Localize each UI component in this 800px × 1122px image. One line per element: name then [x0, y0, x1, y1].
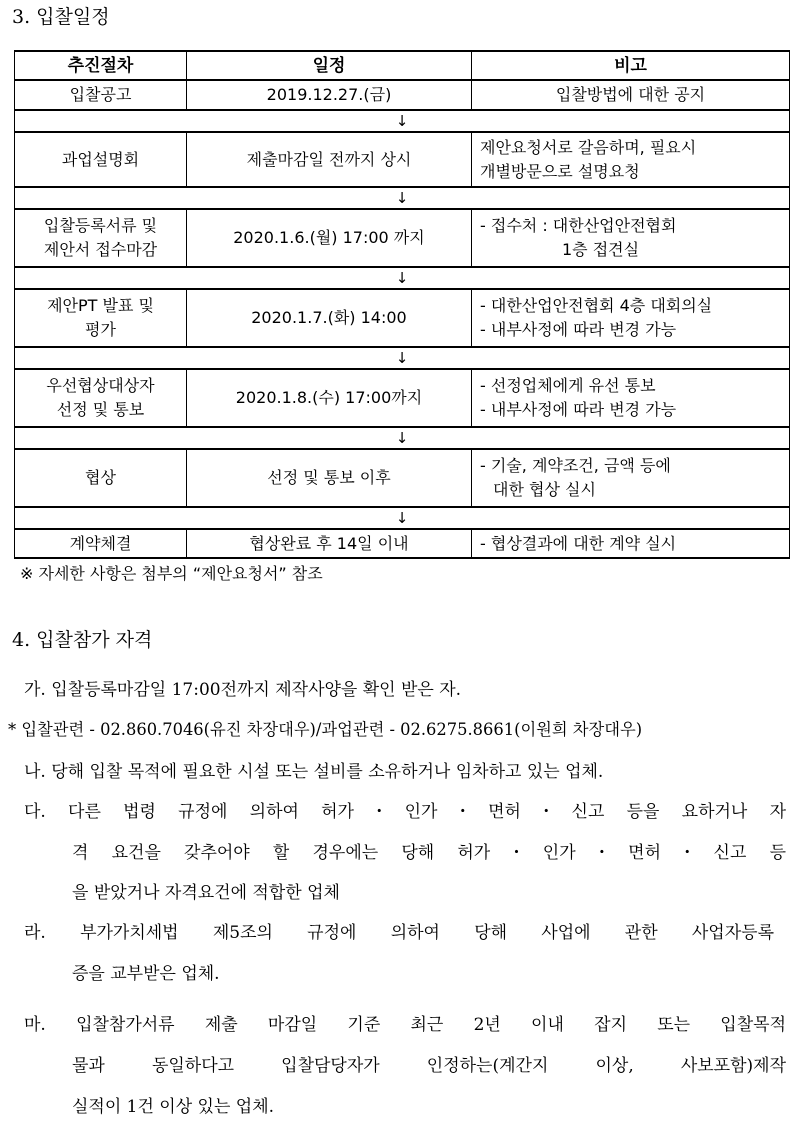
- step-cell: [15, 289, 187, 347]
- section-4-title: 4. 입찰참가 자격: [12, 629, 153, 651]
- step-text: 과업설명회: [61, 149, 140, 169]
- flow-arrow-row: [15, 110, 790, 132]
- list-item-ma-line3: 실적이 1건 이상 있는 업체.: [72, 1097, 275, 1117]
- table-row: [15, 80, 790, 110]
- date-cell: 협상완료 후 14일 이내: [187, 529, 472, 558]
- note-text: - 대한산업안전협회 4층 대회의실: [480, 296, 713, 315]
- list-item-ma-line1: 마. 입찰참가서류 제출 마감일 기준 최근 2년 이내 잡지 또는 입찰목적: [24, 1015, 786, 1035]
- step-cell: [15, 80, 187, 110]
- step-cell: [15, 529, 187, 558]
- list-item-ra-line2: 증을 교부받은 업체.: [72, 964, 220, 984]
- step-text: 우선협상대상자: [46, 376, 155, 395]
- flow-arrow-row: [15, 187, 790, 209]
- note-text: - 접수처 : 대한산업안전협회: [480, 216, 677, 235]
- step-text: 제안PT 발표 및: [47, 296, 154, 315]
- down-arrow-icon: ↓: [15, 427, 790, 449]
- down-arrow-icon: ↓: [15, 267, 790, 289]
- list-item-na: 나. 당해 입찰 목적에 필요한 시설 또는 설비를 소유하거나 임차하고 있는 업체.: [24, 762, 604, 782]
- table-row: [15, 529, 790, 558]
- down-arrow-icon: ↓: [15, 187, 790, 209]
- step-text: 제안서 접수마감: [43, 240, 158, 259]
- table-row: [15, 132, 790, 187]
- step-text: 평가: [85, 320, 116, 339]
- flow-arrow-row: [15, 427, 790, 449]
- note-cell: [472, 132, 790, 187]
- note-text: 제안요청서로 갈음하며, 필요시: [480, 137, 697, 157]
- list-item-da-line2: 격 요건을 갖추어야 할 경우에는 당해 허가・인가・면허・신고 등: [72, 843, 786, 863]
- list-item-da-line1: 다. 다른 법령 규정에 의하여 허가・인가・면허・신고 등을 요하거나 자: [24, 802, 786, 822]
- note-text: 대한 협상 실시: [493, 480, 596, 499]
- note-text: - 기술, 계약조건, 금액 등에: [480, 456, 671, 475]
- step-cell: [15, 369, 187, 427]
- note-cell: [472, 80, 790, 110]
- note-text: - 협상결과에 대한 계약 실시: [480, 533, 677, 553]
- table-header-row: [15, 51, 790, 80]
- table-row: [15, 369, 790, 427]
- flow-arrow-row: [15, 267, 790, 289]
- flow-arrow-row: [15, 507, 790, 529]
- header-date: 일정: [187, 51, 472, 80]
- section-3-title: 3. 입찰일정: [12, 6, 110, 28]
- note-text: 입찰방법에 대한 공지: [555, 85, 706, 104]
- date-cell: 2020.1.6.(월) 17:00 까지: [187, 209, 472, 267]
- date-cell: 선정 및 통보 이후: [187, 449, 472, 507]
- table-row: [15, 449, 790, 507]
- list-item-ga: 가. 입찰등록마감일 17:00전까지 제작사양을 확인 받은 자.: [24, 680, 462, 700]
- step-text: 계약체결: [69, 533, 132, 553]
- date-cell: 제출마감일 전까지 상시: [187, 132, 472, 187]
- note-text: - 내부사정에 따라 변경 가능: [480, 320, 677, 339]
- reference-footnote: ※ 자세한 사항은 첨부의 “제안요청서” 참조: [20, 564, 323, 583]
- list-item-da-line3: 을 받았거나 자격요건에 적합한 업체: [72, 883, 340, 903]
- step-cell: [15, 449, 187, 507]
- list-item-ra-line1: 라. 부가가치세법 제5조의 규정에 의하여 당해 사업에 관한 사업자등록: [24, 923, 774, 943]
- step-cell: [15, 132, 187, 187]
- note-text: - 내부사정에 따라 변경 가능: [480, 400, 677, 419]
- table-row: [15, 289, 790, 347]
- schedule-table: [14, 50, 790, 559]
- date-cell: 2020.1.7.(화) 14:00: [187, 289, 472, 347]
- note-cell: [472, 289, 790, 347]
- step-text: 입찰공고: [69, 85, 132, 104]
- note-cell: [472, 369, 790, 427]
- note-text: - 선정업체에게 유선 통보: [480, 376, 656, 395]
- step-text: 선정 및 통보: [56, 400, 145, 419]
- date-cell: 2020.1.8.(수) 17:00까지: [187, 369, 472, 427]
- note-text: 1층 접견실: [562, 240, 640, 259]
- note-text: 개별방문으로 설명요청: [480, 161, 640, 181]
- contact-info: * 입찰관련 - 02.860.7046(유진 차장대우)/과업관련 - 02.6275.8661(이원희 차장대우): [8, 720, 643, 739]
- step-text: 입찰등록서류 및: [43, 216, 158, 235]
- down-arrow-icon: ↓: [15, 110, 790, 132]
- down-arrow-icon: ↓: [15, 507, 790, 529]
- list-item-ma-line2: 물과 동일하다고 입찰담당자가 인정하는(계간지 이상, 사보포함)제작: [72, 1056, 786, 1076]
- header-note: 비고: [472, 51, 790, 80]
- flow-arrow-row: [15, 347, 790, 369]
- header-step: 추진절차: [15, 51, 187, 80]
- step-cell: [15, 209, 187, 267]
- step-text: 협상: [85, 468, 116, 487]
- table-row: [15, 209, 790, 267]
- note-cell: [472, 209, 790, 267]
- down-arrow-icon: ↓: [15, 347, 790, 369]
- note-cell: [472, 449, 790, 507]
- date-cell: 2019.12.27.(금): [187, 80, 472, 110]
- note-cell: [472, 529, 790, 558]
